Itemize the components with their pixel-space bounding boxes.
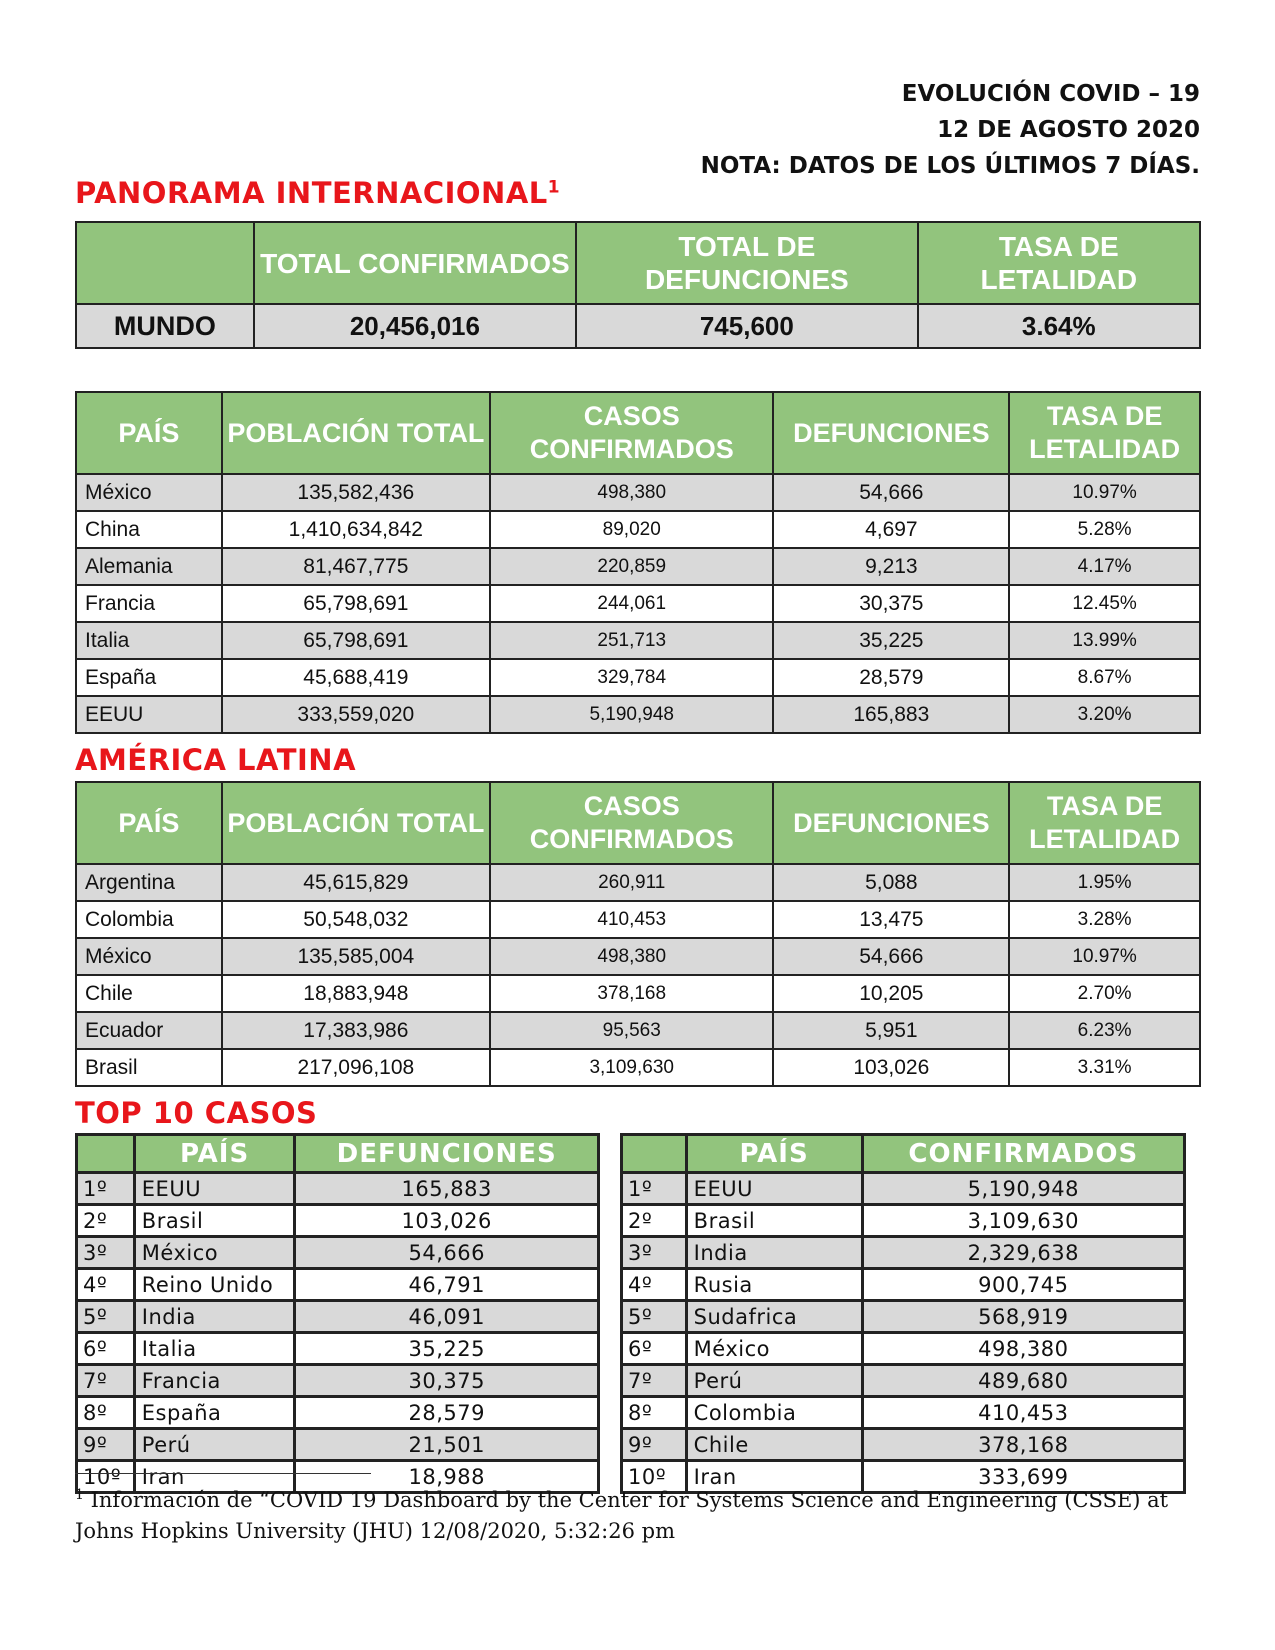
international-country-cell: EEUU xyxy=(76,696,222,733)
international-country-cell: Italia xyxy=(76,622,222,659)
latam-header-deaths: DEFUNCIONES xyxy=(773,782,1009,864)
top10-confirmed-row xyxy=(622,1301,1185,1333)
top10-confirmed-row xyxy=(622,1237,1185,1269)
top10-confirmed-value-cell: 333,699 xyxy=(862,1461,1184,1493)
international-row xyxy=(76,659,1200,696)
top10-confirmed-rank-cell: 7º xyxy=(622,1365,687,1397)
top10-confirmed-rank-cell: 8º xyxy=(622,1397,687,1429)
footnote-mark: 1 xyxy=(75,1487,84,1503)
footnote-text: Información de “COVID 19 Dashboard by the Center for Systems Science and Engineering (CSSE) at Johns Hopkins University (JHU) 12/08/2020, 5:32:26 pm xyxy=(75,1488,1169,1543)
latam-cases-cell: 95,563 xyxy=(490,1012,773,1049)
latam-row xyxy=(76,1049,1200,1086)
international-deaths-cell: 9,213 xyxy=(773,548,1009,585)
international-rate-cell: 8.67% xyxy=(1009,659,1200,696)
top10-confirmed-table xyxy=(620,1133,1186,1494)
top10-confirmed-value-cell: 378,168 xyxy=(862,1429,1184,1461)
top10-deaths-value-cell: 103,026 xyxy=(295,1205,599,1237)
top10-deaths-value-cell: 28,579 xyxy=(295,1397,599,1429)
top10-title: TOP 10 CASOS xyxy=(75,1096,318,1130)
international-population-cell: 333,559,020 xyxy=(222,696,490,733)
international-cases-cell: 329,784 xyxy=(490,659,773,696)
top10-deaths-rank-cell: 6º xyxy=(77,1333,135,1365)
latam-title: AMÉRICA LATINA xyxy=(75,743,357,777)
top10-deaths-rank-cell: 1º xyxy=(77,1173,135,1205)
top10-deaths-row xyxy=(77,1333,599,1365)
top10-confirmed-row xyxy=(622,1205,1185,1237)
top10-confirmed-row xyxy=(622,1269,1185,1301)
top10-deaths-rank-cell: 2º xyxy=(77,1205,135,1237)
latam-header-cases: CASOS CONFIRMADOS xyxy=(490,782,773,864)
top10-confirmed-row xyxy=(622,1333,1185,1365)
international-row xyxy=(76,548,1200,585)
latam-countries-table xyxy=(75,781,1201,1087)
latam-cases-cell: 498,380 xyxy=(490,938,773,975)
top10-deaths-country-cell: Reino Unido xyxy=(134,1269,295,1301)
top10-confirmed-country-cell: Perú xyxy=(686,1365,862,1397)
top10-confirmed-value-cell: 489,680 xyxy=(862,1365,1184,1397)
international-country-cell: Alemania xyxy=(76,548,222,585)
top10-deaths-row xyxy=(77,1205,599,1237)
footnote-divider xyxy=(75,1473,371,1474)
latam-cases-cell: 378,168 xyxy=(490,975,773,1012)
top10-deaths-rank-cell: 4º xyxy=(77,1269,135,1301)
latam-cases-cell: 3,109,630 xyxy=(490,1049,773,1086)
international-country-cell: Francia xyxy=(76,585,222,622)
latam-cases-cell: 260,911 xyxy=(490,864,773,901)
international-rate-cell: 3.20% xyxy=(1009,696,1200,733)
top10-deaths-rank-cell: 3º xyxy=(77,1237,135,1269)
latam-deaths-cell: 13,475 xyxy=(773,901,1009,938)
latam-deaths-cell: 54,666 xyxy=(773,938,1009,975)
header-country: PAÍS xyxy=(76,392,222,474)
latam-row xyxy=(76,864,1200,901)
top10-deaths-country-cell: Italia xyxy=(134,1333,295,1365)
top10-deaths-row xyxy=(77,1365,599,1397)
latam-rate-cell: 3.31% xyxy=(1009,1049,1200,1086)
latam-population-cell: 45,615,829 xyxy=(222,864,490,901)
international-population-cell: 45,688,419 xyxy=(222,659,490,696)
latam-header-row xyxy=(76,782,1200,864)
latam-deaths-cell: 10,205 xyxy=(773,975,1009,1012)
top10-deaths-rank-cell: 9º xyxy=(77,1429,135,1461)
top10-confirmed-row xyxy=(622,1365,1185,1397)
top10-confirmed-value-cell: 900,745 xyxy=(862,1269,1184,1301)
latam-rate-cell: 1.95% xyxy=(1009,864,1200,901)
top10-deaths-country-cell: México xyxy=(134,1237,295,1269)
international-cases-cell: 5,190,948 xyxy=(490,696,773,733)
top10-deaths-country-cell: Perú xyxy=(134,1429,295,1461)
header-date: 12 DE AGOSTO 2020 xyxy=(937,117,1200,143)
latam-country-cell: Ecuador xyxy=(76,1012,222,1049)
international-row xyxy=(76,474,1200,511)
latam-country-cell: México xyxy=(76,938,222,975)
international-row xyxy=(76,511,1200,548)
latam-deaths-cell: 5,088 xyxy=(773,864,1009,901)
top10-deaths-row xyxy=(77,1237,599,1269)
header-rate: TASA DE LETALIDAD xyxy=(1009,392,1200,474)
international-row xyxy=(76,622,1200,659)
top10-confirmed-country-cell: India xyxy=(686,1237,862,1269)
latam-population-cell: 135,585,004 xyxy=(222,938,490,975)
latam-population-cell: 18,883,948 xyxy=(222,975,490,1012)
international-title xyxy=(75,176,560,210)
top10-confirmed-rank-cell: 3º xyxy=(622,1237,687,1269)
top10-deaths-value-cell: 30,375 xyxy=(295,1365,599,1397)
international-country-cell: México xyxy=(76,474,222,511)
world-header-deaths: TOTAL DE DEFUNCIONES xyxy=(576,222,917,304)
top10-deaths-row xyxy=(77,1397,599,1429)
international-country-cell: China xyxy=(76,511,222,548)
top10-deaths-value-cell: 21,501 xyxy=(295,1429,599,1461)
header-note: NOTA: DATOS DE LOS ÚLTIMOS 7 DÍAS. xyxy=(700,153,1200,179)
top10-confirmed-row xyxy=(622,1173,1185,1205)
top10-confirmed-header-rank xyxy=(622,1135,687,1173)
latam-population-cell: 50,548,032 xyxy=(222,901,490,938)
top10-deaths-header-rank xyxy=(77,1135,135,1173)
top10-confirmed-header-value: CONFIRMADOS xyxy=(862,1135,1184,1173)
latam-population-cell: 217,096,108 xyxy=(222,1049,490,1086)
top10-deaths-value-cell: 46,791 xyxy=(295,1269,599,1301)
latam-header-rate: TASA DE LETALIDAD xyxy=(1009,782,1200,864)
international-deaths-cell: 54,666 xyxy=(773,474,1009,511)
top10-confirmed-rank-cell: 6º xyxy=(622,1333,687,1365)
international-deaths-cell: 165,883 xyxy=(773,696,1009,733)
international-cases-cell: 89,020 xyxy=(490,511,773,548)
international-population-cell: 65,798,691 xyxy=(222,585,490,622)
international-cases-cell: 244,061 xyxy=(490,585,773,622)
top10-deaths-country-cell: Brasil xyxy=(134,1205,295,1237)
top10-deaths-row xyxy=(77,1269,599,1301)
latam-row xyxy=(76,975,1200,1012)
latam-cases-cell: 410,453 xyxy=(490,901,773,938)
latam-row xyxy=(76,1012,1200,1049)
international-country-cell: España xyxy=(76,659,222,696)
top10-confirmed-value-cell: 410,453 xyxy=(862,1397,1184,1429)
international-rate-cell: 13.99% xyxy=(1009,622,1200,659)
top10-deaths-rank-cell: 7º xyxy=(77,1365,135,1397)
top10-deaths-country-cell: India xyxy=(134,1301,295,1333)
international-cases-cell: 220,859 xyxy=(490,548,773,585)
latam-row xyxy=(76,938,1200,975)
top10-confirmed-header-country: PAÍS xyxy=(686,1135,862,1173)
top10-deaths-rank-cell: 8º xyxy=(77,1397,135,1429)
world-header-confirmed: TOTAL CONFIRMADOS xyxy=(254,222,577,304)
footnote-ref: 1 xyxy=(547,177,561,198)
top10-deaths-value-cell: 54,666 xyxy=(295,1237,599,1269)
top10-confirmed-row xyxy=(622,1397,1185,1429)
latam-header-country: PAÍS xyxy=(76,782,222,864)
top10-deaths-value-cell: 35,225 xyxy=(295,1333,599,1365)
document-header xyxy=(701,76,1200,184)
top10-deaths-header-value: DEFUNCIONES xyxy=(295,1135,599,1173)
world-header-row xyxy=(76,222,1200,304)
header-cases: CASOS CONFIRMADOS xyxy=(490,392,773,474)
international-cases-cell: 498,380 xyxy=(490,474,773,511)
top10-confirmed-rank-cell: 4º xyxy=(622,1269,687,1301)
top10-deaths-country-cell: España xyxy=(134,1397,295,1429)
top10-confirmed-value-cell: 568,919 xyxy=(862,1301,1184,1333)
top10-deaths-row xyxy=(77,1429,599,1461)
top10-confirmed-country-cell: Rusia xyxy=(686,1269,862,1301)
international-population-cell: 65,798,691 xyxy=(222,622,490,659)
international-row xyxy=(76,585,1200,622)
footnote xyxy=(75,1480,1195,1547)
latam-row xyxy=(76,901,1200,938)
header-deaths: DEFUNCIONES xyxy=(773,392,1009,474)
top10-confirmed-rank-cell: 1º xyxy=(622,1173,687,1205)
world-header-rate: TASA DE LETALIDAD xyxy=(918,222,1200,304)
top10-confirmed-rank-cell: 10º xyxy=(622,1461,687,1493)
top10-deaths-country-cell: EEUU xyxy=(134,1173,295,1205)
latam-country-cell: Argentina xyxy=(76,864,222,901)
top10-deaths-header-country: PAÍS xyxy=(134,1135,295,1173)
top10-confirmed-country-cell: México xyxy=(686,1333,862,1365)
top10-deaths-header-row xyxy=(77,1135,599,1173)
latam-deaths-cell: 5,951 xyxy=(773,1012,1009,1049)
latam-population-cell: 17,383,986 xyxy=(222,1012,490,1049)
world-row xyxy=(76,304,1200,348)
top10-deaths-country-cell: Iran xyxy=(134,1461,295,1493)
top10-deaths-rank-cell: 10º xyxy=(77,1461,135,1493)
international-countries-table xyxy=(75,391,1201,734)
latam-header-population: POBLACIÓN TOTAL xyxy=(222,782,490,864)
world-deaths: 745,600 xyxy=(576,304,917,348)
top10-deaths-row xyxy=(77,1301,599,1333)
international-deaths-cell: 35,225 xyxy=(773,622,1009,659)
top10-confirmed-country-cell: Iran xyxy=(686,1461,862,1493)
top10-confirmed-country-cell: Sudafrica xyxy=(686,1301,862,1333)
header-title: EVOLUCIÓN COVID – 19 xyxy=(901,81,1200,107)
latam-country-cell: Chile xyxy=(76,975,222,1012)
international-deaths-cell: 28,579 xyxy=(773,659,1009,696)
top10-deaths-table xyxy=(75,1133,600,1494)
latam-rate-cell: 2.70% xyxy=(1009,975,1200,1012)
international-rate-cell: 12.45% xyxy=(1009,585,1200,622)
top10-confirmed-rank-cell: 5º xyxy=(622,1301,687,1333)
world-summary-table xyxy=(75,221,1201,349)
world-confirmed: 20,456,016 xyxy=(254,304,577,348)
top10-confirmed-rank-cell: 9º xyxy=(622,1429,687,1461)
international-rate-cell: 10.97% xyxy=(1009,474,1200,511)
international-deaths-cell: 30,375 xyxy=(773,585,1009,622)
top10-deaths-row xyxy=(77,1173,599,1205)
international-population-cell: 135,582,436 xyxy=(222,474,490,511)
top10-deaths-value-cell: 165,883 xyxy=(295,1173,599,1205)
latam-deaths-cell: 103,026 xyxy=(773,1049,1009,1086)
top10-confirmed-header-row xyxy=(622,1135,1185,1173)
top10-deaths-value-cell: 46,091 xyxy=(295,1301,599,1333)
international-rate-cell: 5.28% xyxy=(1009,511,1200,548)
latam-country-cell: Brasil xyxy=(76,1049,222,1086)
international-header-row xyxy=(76,392,1200,474)
top10-deaths-country-cell: Francia xyxy=(134,1365,295,1397)
top10-deaths-value-cell: 18,988 xyxy=(295,1461,599,1493)
international-population-cell: 1,410,634,842 xyxy=(222,511,490,548)
top10-confirmed-row xyxy=(622,1429,1185,1461)
international-cases-cell: 251,713 xyxy=(490,622,773,659)
top10-confirmed-country-cell: Colombia xyxy=(686,1397,862,1429)
international-deaths-cell: 4,697 xyxy=(773,511,1009,548)
top10-confirmed-value-cell: 5,190,948 xyxy=(862,1173,1184,1205)
latam-rate-cell: 10.97% xyxy=(1009,938,1200,975)
top10-confirmed-value-cell: 2,329,638 xyxy=(862,1237,1184,1269)
world-rate: 3.64% xyxy=(918,304,1200,348)
international-title-text: PANORAMA INTERNACIONAL xyxy=(75,176,548,210)
top10-confirmed-country-cell: EEUU xyxy=(686,1173,862,1205)
latam-country-cell: Colombia xyxy=(76,901,222,938)
top10-confirmed-rank-cell: 2º xyxy=(622,1205,687,1237)
latam-rate-cell: 6.23% xyxy=(1009,1012,1200,1049)
world-header-blank xyxy=(76,222,254,304)
world-label: MUNDO xyxy=(76,304,254,348)
latam-rate-cell: 3.28% xyxy=(1009,901,1200,938)
top10-confirmed-value-cell: 3,109,630 xyxy=(862,1205,1184,1237)
top10-deaths-rank-cell: 5º xyxy=(77,1301,135,1333)
international-population-cell: 81,467,775 xyxy=(222,548,490,585)
top10-confirmed-country-cell: Chile xyxy=(686,1429,862,1461)
international-rate-cell: 4.17% xyxy=(1009,548,1200,585)
top10-confirmed-value-cell: 498,380 xyxy=(862,1333,1184,1365)
top10-confirmed-country-cell: Brasil xyxy=(686,1205,862,1237)
header-population: POBLACIÓN TOTAL xyxy=(222,392,490,474)
international-row xyxy=(76,696,1200,733)
